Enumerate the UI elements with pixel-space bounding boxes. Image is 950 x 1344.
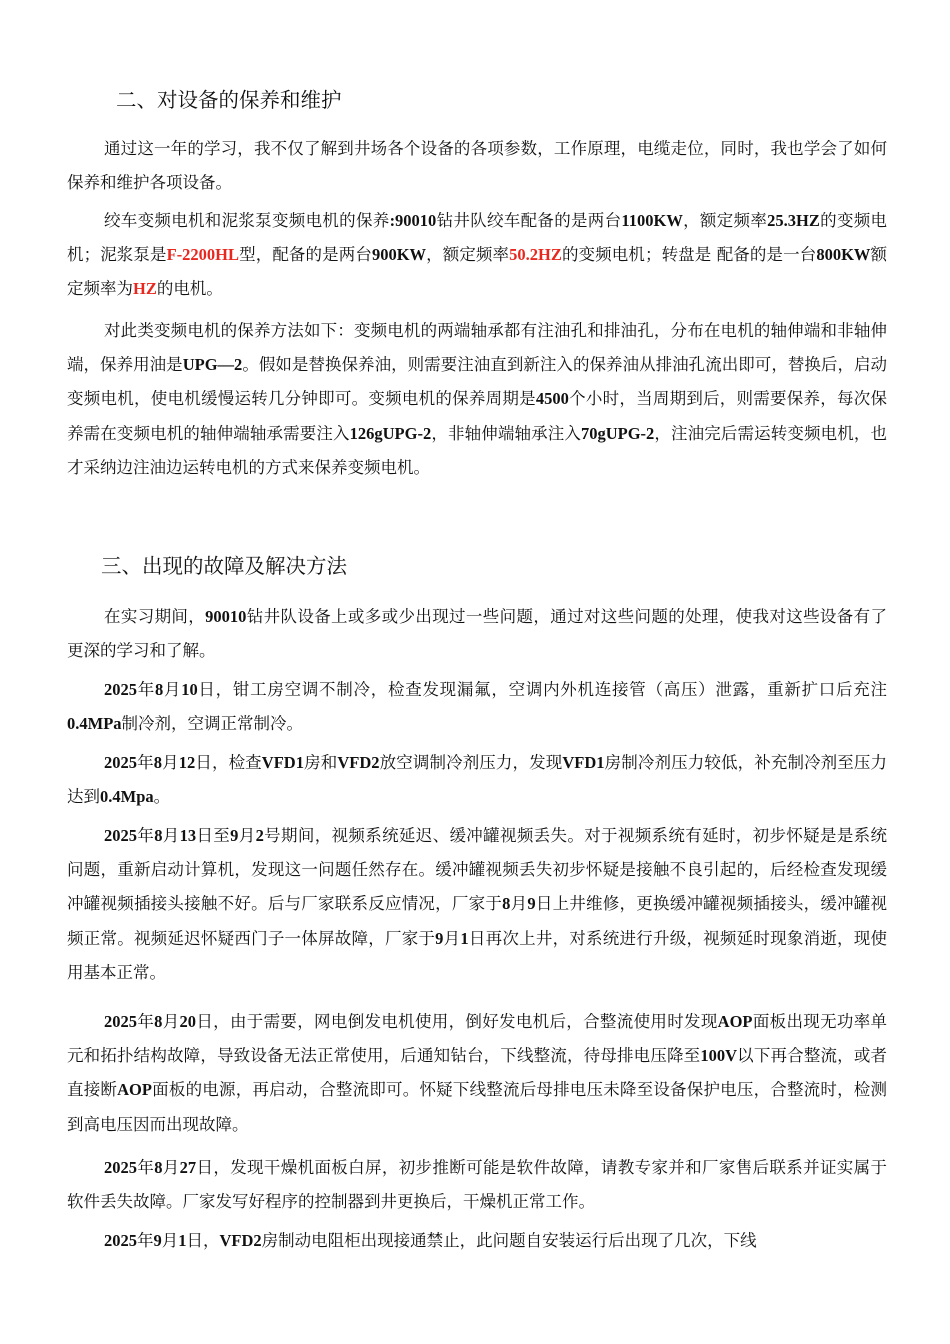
bold-value: 1 (460, 928, 469, 948)
text-run: 面板出现无功率单元和拓扑结构故障，导致设备无法正常使用，后通知钻台，下线整流，待母排电压降至 (67, 1012, 888, 1066)
bold-value: 2 (255, 826, 264, 845)
bold-value: 9 (435, 928, 444, 948)
paragraph-fault-aug12 (67, 746, 887, 814)
bold-value: 2025 (104, 753, 137, 772)
text-run: 钻井队设备上或多或少出现过一些问题，通过对这些问题的处理，使我对这些设备有了更深的学习和了解。 (67, 607, 888, 661)
text-run: 日，钳工房空调不制冷，检查发现漏氟，空调内外机连接管（高压）泄露，重新扩口后充注 (197, 680, 888, 699)
bold-value: 8 (502, 894, 511, 914)
paragraph-motor-specs (67, 204, 887, 307)
text-run: 日至 (196, 826, 231, 845)
bold-value: 2025 (104, 1231, 137, 1250)
text-run: 日， (186, 1231, 220, 1250)
text-run: 年 (137, 753, 154, 772)
bold-value: UPG—2 (182, 355, 243, 375)
text-run: 月 (238, 826, 256, 845)
text-run: ，非轴伸端轴承注入 (431, 423, 581, 443)
text-run: 的变频电机；泥浆泵是 (67, 211, 888, 265)
text-run: 绞车变频电机和泥浆泵变频电机的保养 (104, 211, 390, 230)
bold-value: 900KW (371, 245, 427, 265)
text-run: 制冷剂，空调正常制冷。 (121, 714, 304, 734)
paragraph-fault-aug10 (67, 673, 887, 741)
bold-value: 20 (179, 1012, 197, 1031)
bold-value: 1100KW (621, 211, 683, 230)
bold-value: 8 (154, 1012, 163, 1031)
paragraph-fault-aug13 (67, 819, 887, 990)
bold-value: 4500 (535, 389, 569, 409)
text-run: 日，由于需要，网电倒发电机使用，倒好发电机后，合整流使用时发现 (196, 1012, 718, 1031)
text-run: 以下再合整流，或者直接断 (67, 1046, 888, 1100)
text-run: ，额定频率 (682, 211, 768, 230)
bold-value: 2025 (104, 680, 137, 699)
bold-value: VFD2 (219, 1231, 262, 1250)
text-run: 放空调制冷剂压力，发现 (379, 753, 563, 772)
bold-value: 8 (154, 680, 164, 699)
bold-value: 27 (179, 1158, 197, 1177)
section-heading-faults: 三、出现的故障及解决方法 (101, 554, 347, 578)
bold-value: AOP (117, 1080, 152, 1100)
paragraph-faults-intro (67, 600, 887, 668)
text-run: 日，发现干燥机面板白屏，初步推断可能是软件故障，请教专家并和厂家售后联系并证实属于软件丢失故障。厂家发写好程序的控制器到井更换后，干燥机正常工作。 (67, 1158, 888, 1212)
bold-value: 8 (153, 753, 162, 772)
bold-value: 10 (181, 680, 198, 699)
bold-value: 2025 (104, 1158, 137, 1177)
text-run: 房制动电阻柜出现接通禁止，此问题自安装运行后出现了几次，下线 (261, 1231, 757, 1250)
bold-value: 12 (178, 753, 196, 772)
bold-value: 8 (154, 826, 163, 845)
bold-value: :90010 (389, 211, 437, 230)
bold-value: 9 (153, 1231, 162, 1250)
text-run: 月 (162, 1012, 180, 1031)
text-run: 月 (443, 928, 461, 948)
bold-value: 90010 (205, 607, 247, 626)
bold-value: 13 (179, 826, 197, 845)
bold-value: VFD1 (562, 753, 605, 772)
text-run: 月 (163, 680, 182, 699)
text-run: 年 (137, 680, 155, 699)
text-run: 房制冷剂压力较低，补充制冷剂至压力达到 (67, 753, 888, 807)
text-run: 年 (137, 1012, 155, 1031)
text-run: ，注油完后需运转变频电机，也才采纳边注油边运转电机的方式来保养变频电机。 (67, 423, 888, 477)
bold-value: 9 (230, 826, 239, 845)
text-run: 的变频电机；转盘是 配备的是一台 (561, 245, 817, 265)
bold-value: 0.4MPa (67, 714, 122, 734)
text-run: 型，配备的是两台 (239, 245, 372, 265)
text-run: 。假如是替换保养油，则需要注油直到新注入的保养油从排油孔流出即可，替换后，启动变频电机，使电机缓慢运转几分钟即可。变频电机的保养周期是 (67, 355, 888, 409)
text-run: 月 (162, 1158, 180, 1177)
text-run: 月 (162, 826, 180, 845)
bold-value: 70gUPG-2 (580, 423, 655, 443)
text-run: 月 (161, 753, 179, 772)
highlighted-value: HZ (133, 279, 157, 299)
text-run: 面板的电源，再启动，合整流即可。怀疑下线整流后母排电压未降至设备保护电压，合整流时，检测到高电压因而出现故障。 (67, 1080, 888, 1134)
text-run: 额定频率为 (67, 245, 888, 299)
text-run: 年 (137, 826, 155, 845)
text-run: ，额定频率 (426, 245, 510, 265)
bold-value: 2025 (104, 826, 137, 845)
text-run: 在实习期间， (104, 607, 206, 626)
paragraph-intro: 通过这一年的学习，我不仅了解到井场各个设备的各项参数，工作原理，电缆走位，同时，我也学会了如何保养和维护各项设备。 (67, 139, 887, 193)
bold-value: 100V (700, 1046, 738, 1066)
paragraph-fault-sep1 (67, 1224, 887, 1258)
text-run: 对此类变频电机的保养方法如下：变频电机的两端轴承都有注油孔和排油孔，分布在电机的轴伸端和非轴伸端，保养用油是 (67, 321, 887, 375)
highlighted-value: 50.2HZ (509, 245, 562, 265)
bold-value: 8 (154, 1158, 163, 1177)
text-run: 房和 (303, 753, 338, 772)
paragraph-fault-aug27 (67, 1151, 887, 1219)
bold-value: 800KW (816, 245, 871, 265)
text-run: 日上井维修，更换缓冲罐视频插接头，缓冲罐视频正常。视频延迟怀疑西门子一体屏故障，厂家于 (67, 894, 888, 948)
text-run: 日再次上井，对系统进行升级，视频延时现象消逝，现使用基本正常。 (67, 928, 888, 982)
bold-value: VFD1 (261, 753, 304, 772)
bold-value: 9 (527, 894, 536, 914)
bold-value: AOP (717, 1012, 753, 1031)
highlighted-value: F-2200HL (166, 245, 240, 265)
bold-value: 1 (178, 1231, 187, 1250)
paragraph-fault-aug20 (67, 1005, 887, 1142)
text-run: 月 (510, 894, 528, 914)
bold-value: 0.4Mpa (100, 787, 154, 807)
text-run: 年 (137, 1158, 155, 1177)
paragraph-maintenance-method (67, 314, 887, 485)
text-run: 日，检查 (195, 753, 262, 772)
bold-value: VFD2 (337, 753, 380, 772)
bold-value: 2025 (104, 1012, 137, 1031)
text-run: 钻井队绞车配备的是两台 (436, 211, 622, 230)
text-run: 个小时，当周期到后，则需要保养，每次保养需在变频电机的轴伸端轴承需要注入 (67, 389, 888, 443)
section-heading-maintenance: 二、对设备的保养和维护 (116, 88, 342, 112)
bold-value: 126gUPG-2 (349, 423, 432, 443)
text-run: 。 (153, 787, 171, 807)
text-run: 号期间，视频系统延迟、缓冲罐视频丢失。对于视频系统有延时，初步怀疑是是系统问题，重新启动计算机，发现这一问题任然存在。缓冲罐视频丢失初步怀疑是接触不良引起的，后经检查发现缓冲罐视频插接头接触不好。后与厂家联系反应情况，厂家于 (67, 826, 888, 914)
text-run: 月 (161, 1231, 179, 1250)
bold-value: 25.3HZ (767, 211, 820, 230)
text-run: 的电机。 (156, 279, 223, 299)
text-run: 年 (137, 1231, 154, 1250)
